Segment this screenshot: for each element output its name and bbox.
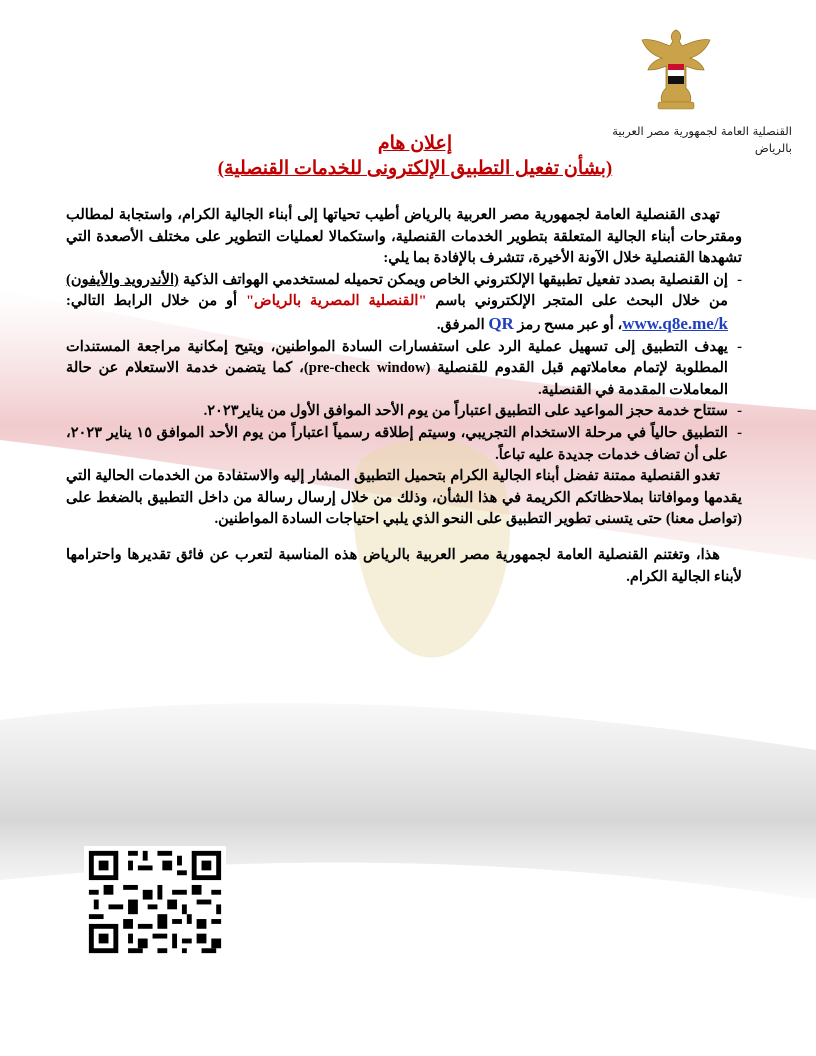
point2-text-b: ، كما يتضمن خدمة الاستعلام عن حالة المعاملات المقدمة في القنصلية.	[66, 360, 728, 398]
points-list	[66, 270, 742, 466]
point1-text-a: إن القنصلية بصدد تفعيل تطبيقها الإلكتروني الخاص ويمكن تحميله لمستخدمي الهواتف الذكية	[182, 271, 728, 288]
app-store-name: "القنصلية المصرية بالرياض"	[245, 293, 427, 310]
bullet-dash: -	[737, 338, 742, 355]
point-app-download	[66, 270, 742, 337]
title-sub: (بشأن تفعيل التطبيق الإلكترونى للخدمات القنصلية)	[217, 158, 613, 179]
point1-text-d: ، أو عبر مسح رمز	[517, 316, 623, 333]
closing-paragraph: هذا، وتغتنم القنصلية العامة لجمهورية مصر العربية بالرياض هذه المناسبة لتعرب عن فائق تقديرها واحترامها لأبناء الجالية الكرام.	[66, 546, 742, 585]
qr-label: QR	[488, 313, 514, 333]
announcement-body	[66, 205, 742, 588]
point-trial-launch	[66, 423, 742, 466]
point1-text-b: من خلال البحث على المتجر الإلكتروني باسم	[435, 293, 728, 310]
qr-code[interactable]	[84, 846, 226, 958]
title-main: إعلان هام	[377, 133, 453, 154]
bullet-dash: -	[737, 271, 742, 288]
feedback-paragraph: تغدو القنصلية ممتنة تفضل أبناء الجالية الكرام بتحميل التطبيق المشار إليه والاستفادة من الخدمات الحالية التي يقدمها وموافاتنا بملاحظاتكم الكريمة في هذا الشأن، وذلك من خلال إرسال رسالة من داخل التطبيق بالضغط على (تواصل معنا) حتى يتسنى تطوير التطبيق على النحو الذي يلبي احتياجات السادة المواطنين.	[66, 468, 742, 528]
point-app-purpose	[66, 337, 742, 402]
point3-text: ستتاح خدمة حجز المواعيد على التطبيق اعتباراً من يوم الأحد الموافق الأول من يناير٢٠٢٣.	[203, 403, 728, 420]
precheck-window-label: (pre-check window)	[303, 360, 431, 377]
point1-text-e: المرفق.	[436, 316, 485, 333]
org-line-2: بالرياض	[754, 141, 792, 155]
org-line-1: القنصلية العامة لجمهورية مصر العربية	[612, 124, 792, 138]
point2-text-a: يهدف التطبيق إلى تسهيل عملية الرد على استفسارات السادة المواطنين، ويتيح إمكانية مراجعة المستندات المطلوبة لإتمام معاملاتهم قبل القدوم للقنصلية	[66, 338, 728, 377]
download-link[interactable]: www.q8e.me/k	[622, 313, 728, 333]
intro-paragraph: تهدى القنصلية العامة لجمهورية مصر العربية بالرياض أطيب تحياتها إلى أبناء الجالية الكرام، واستجابة لمطالب ومقترحات أبناء الجالية المتعلقة بتطوير الخدمات القنصلية، واستكمالا لعمليات التطوير على مختلف الأصعدة التي تشهدها القنصلية خلال الآونة الأخيرة، تتشرف بالإفادة بما يلي:	[66, 207, 742, 267]
bullet-dash: -	[737, 424, 742, 441]
point-appointments	[66, 401, 742, 423]
bullet-dash: -	[737, 403, 742, 420]
point1-devices: (الأندرويد والأيفون)	[66, 271, 179, 288]
point4-text: التطبيق حالياً في مرحلة الاستخدام التجريبي، وسيتم إطلاقه رسمياً اعتباراً من يوم الأحد الموافق ١٥ يناير ٢٠٢٣، على أن تضاف خدمات جديدة عليه تباعاً.	[66, 424, 728, 463]
announcement-titles	[150, 132, 680, 182]
eagle-of-saladin-emblem	[640, 26, 712, 112]
point1-text-c: أو من خلال الرابط التالي:	[66, 293, 238, 310]
